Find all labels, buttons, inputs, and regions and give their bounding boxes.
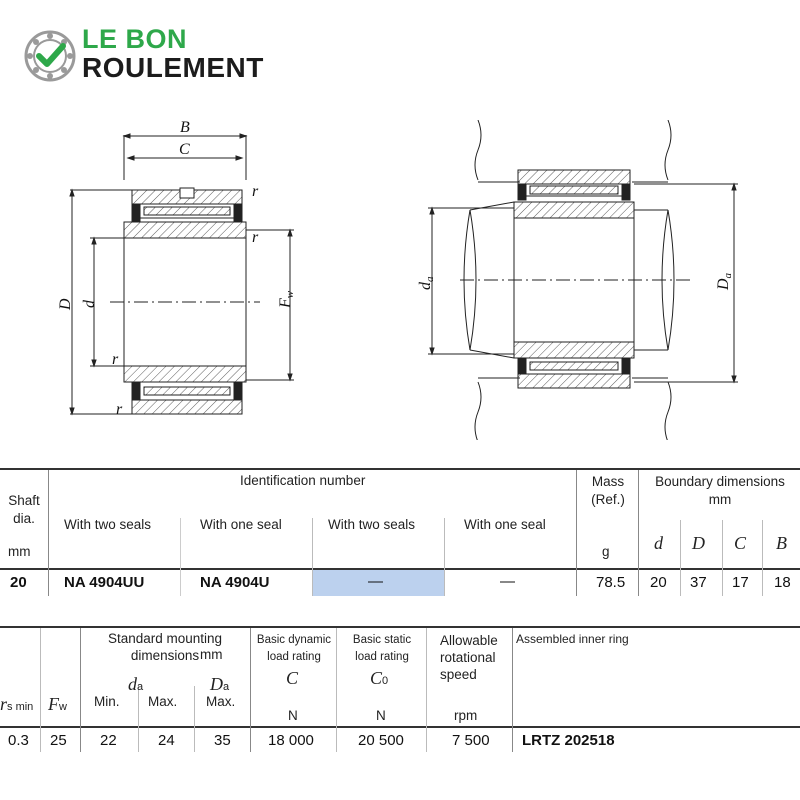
cell-Da-max: 35: [214, 732, 231, 749]
header-dyn-unit: N: [288, 708, 298, 723]
header-inner-ring: Assembled inner ring: [516, 632, 629, 646]
cell-inner-ring[interactable]: LRTZ 202518: [522, 732, 615, 749]
header-mass: Mass (Ref.): [591, 474, 625, 507]
cell-da-max: 24: [158, 732, 175, 749]
header-C0: C0: [370, 668, 389, 688]
header-da-min: Min.: [94, 694, 120, 709]
table-row: [0, 570, 800, 596]
header-mass-unit: g: [602, 544, 610, 559]
label-Fw: Fw: [277, 290, 296, 308]
header-shaft-unit: mm: [8, 544, 31, 559]
brand-line-2: ROULEMENT: [82, 52, 264, 83]
header-boundary-dimensions: Boundary dimensions mm: [655, 474, 785, 507]
header-dynamic-load: Basic dynamic load rating: [256, 634, 332, 663]
header-standard-mounting-unit: mm: [200, 647, 223, 662]
table-row: [0, 728, 800, 752]
label-r-inner-bottom: r: [112, 351, 119, 368]
label-C: C: [179, 141, 190, 158]
label-D: D: [57, 298, 74, 310]
header-standard-mounting: Standard mounting dimensions: [107, 631, 223, 663]
header-Da-max: Max.: [206, 694, 236, 709]
label-r-top: r: [252, 183, 259, 200]
cell-da-min: 22: [100, 732, 117, 749]
header-rs-min: rs min: [0, 694, 34, 714]
cell-two-seals-2: —: [368, 573, 383, 590]
header-with-two-seals: With two seals: [64, 517, 152, 532]
header-C: C: [734, 533, 747, 553]
label-B: B: [180, 119, 190, 136]
header-stat-unit: N: [376, 708, 386, 723]
header-with-one-seal-2: With one seal: [464, 517, 546, 532]
header-da-max: Max.: [148, 694, 178, 709]
label-da: da: [417, 276, 436, 290]
bearing-section-drawing: [40, 110, 320, 430]
cell-rs-min: 0.3: [8, 732, 29, 749]
cell-Fw: 25: [50, 732, 67, 749]
header-identification-number: Identification number: [240, 473, 366, 488]
bearing-check-icon: [22, 28, 78, 84]
cell-two-seals[interactable]: NA 4904UU: [64, 574, 145, 591]
header-C-dyn: C: [286, 668, 299, 688]
cell-C: 17: [732, 574, 749, 591]
header-with-two-seals-2: With two seals: [328, 517, 416, 532]
header-da: da: [128, 674, 144, 694]
header-d: d: [654, 533, 663, 553]
spec-table-1: [0, 468, 800, 598]
cell-one-seal-2: —: [500, 573, 515, 590]
header-shaft-dia: Shaft dia.: [8, 493, 40, 526]
cell-D: 37: [690, 574, 707, 591]
mounting-drawing: [410, 120, 750, 440]
header-with-one-seal: With one seal: [200, 517, 282, 532]
header-D: D: [692, 533, 705, 553]
header-static-load: Basic static load rating: [352, 634, 412, 663]
label-r-bottom: r: [116, 401, 123, 418]
header-allowable-speed: Allowable rotational speed: [440, 633, 498, 682]
cell-mass: 78.5: [596, 574, 626, 591]
header-Fw: Fw: [48, 694, 67, 714]
cell-shaft: 20: [10, 574, 27, 591]
header-speed-unit: rpm: [454, 708, 478, 723]
cell-dynamic-load: 18 000: [268, 732, 314, 749]
label-d: d: [81, 300, 98, 308]
label-r-inner: r: [252, 229, 259, 246]
brand-line-1: LE BON: [82, 24, 188, 54]
cell-d: 20: [650, 574, 667, 591]
cell-one-seal[interactable]: NA 4904U: [200, 574, 270, 591]
cell-static-load: 20 500: [358, 732, 404, 749]
cell-speed: 7 500: [452, 732, 490, 749]
label-Da: Da: [715, 272, 734, 290]
header-B: B: [776, 533, 787, 553]
cell-B: 18: [774, 574, 791, 591]
header-Da: Da: [210, 674, 230, 694]
spec-table-2: [0, 626, 800, 752]
